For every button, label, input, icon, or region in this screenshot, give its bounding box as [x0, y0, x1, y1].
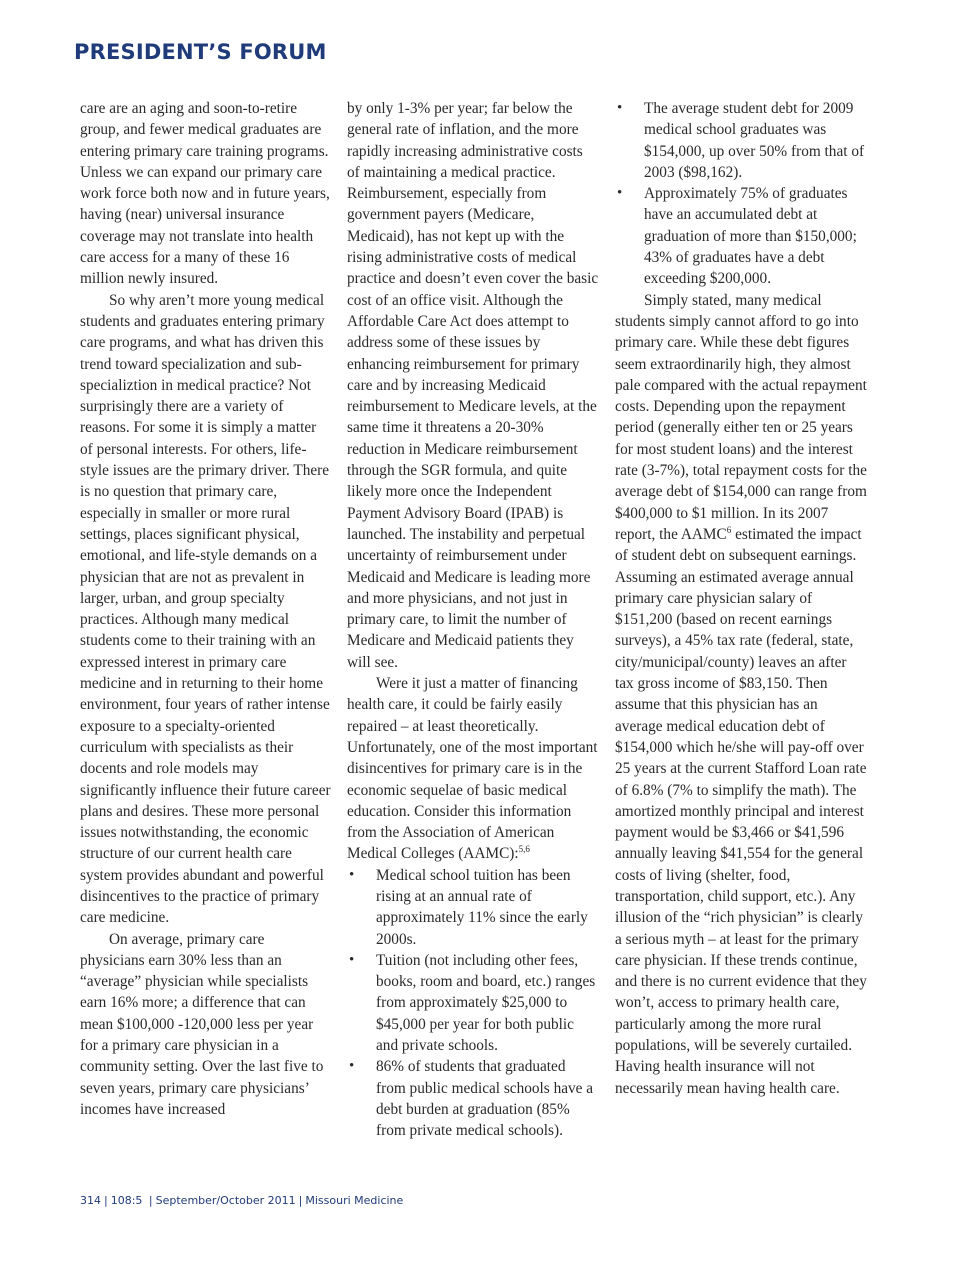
paragraph: So why aren’t more young medical students and graduates entering primary care programs, and what has driven this trend toward specialization and sub-specializtion in medical practice? Not surprisingly there are a variety of reasons. For some it is simply a matter of personal interests. For others, life-style issues are the primary driver. There is no question that primary care, especially in smaller or more rural settings, places significant physical, emotional, and life-style demands on a physician that are not as prevalent in larger, urban, and group specialty practices. Although many medical students come to their training with an expressed interest in primary care medicine and in returning to their home environment, four years of rather intense exposure to a specialty-oriented curriculum with specialists as their docents and role models may significantly influence their future career plans and desires. These more personal issues notwithstanding, the economic structure of our current health care system provides abundant and powerful disincentives to the practice of primary care medicine. [80, 291, 331, 927]
page-footer [80, 1194, 403, 1207]
list-item: • The average student debt for 2009 medical school graduates was $154,000, up over 50% from that of 2003 ($98,162). [615, 98, 867, 183]
paragraph: care are an aging and soon-to-retire group, and fewer medical graduates are entering primary care training programs. Unless we can expand our primary care work force both now and in future years, having (near) universal insurance coverage may not translate into health care access for a many of these 16 million newly insured. [80, 100, 330, 288]
paragraph-text: Simply stated, many medical students simply cannot afford to go into primary care. While these debt figures seem extraordinarily high, they almost pale compared with the actual repayment costs. Depending upon the repayment period (generally either ten or 25 years for most student loans) and the interest rate (3-7%), total repayment costs for the average debt of $154,000 can range from $400,000 to $1 million. In its 2007 report, the AAMC [615, 291, 867, 543]
list-item: • 86% of students that graduated from public medical schools have a debt burden at graduation (85% from private medical schools). [347, 1056, 599, 1141]
paragraph: On average, primary care physicians earn 30% less than an “average” physician while specialists earn 16% more; a difference that can mean $100,000 -120,000 less per year for a primary care physician in a community setting. Over the last five to seven years, primary care physicians’ incomes have increased [80, 930, 324, 1118]
paragraph: by only 1-3% per year; far below the general rate of inflation, and the more rapidly increasing administrative costs of maintaining a medical practice. Reimbursement, especially from government payers (Medicare, Medicaid), has not kept up with the rising administrative costs of medical practice and doesn’t even cover the basic cost of an office visit. Although the Affordable Care Act does attempt to address some of these issues by enhancing reimbursement for primary care and by increasing Medicaid reimbursement to Medicare levels, at the same time it threatens a 20-30% reduction in Medicare reimbursement through the SGR formula, and quite likely more once the Independent Payment Advisory Board (IPAB) is launched. The instability and perpetual uncertainty of reimbursement under Medicaid and Medicare is leading more and more physicians, and not just in primary care, to limit the number of Medicare and Medicaid patients they will see. [347, 100, 599, 671]
bullet-list [347, 865, 599, 1142]
separator: | [104, 1194, 108, 1207]
issue-date: September/October 2011 [155, 1194, 296, 1207]
text-column-2 [347, 98, 599, 1142]
list-item: • Approximately 75% of graduates have an accumulated debt at graduation of more than $150,000; 43% of graduates have a debt exceeding $200,000. [615, 183, 867, 289]
text-column-1 [80, 98, 332, 1120]
paragraph-text: estimated the impact of student debt on subsequent earnings. Assuming an estimated average annual primary care physician salary of $151,200 (based on recent earnings surveys), a 45% tax rate (federal, state, city/municipal/county) leaves an after tax gross income of $83,150. Then assume that this physician has an average medical education debt of $154,000 which he/she will pay-off over 25 years at the current Stafford Loan rate of 6.8% (7% to simplify the math). The amortized monthly principal and interest payment would be $3,466 or $41,596 annually leaving $41,554 for the general costs of living (shelter, food, transportation, child support, etc.). Any illusion of the “rich physician” is clearly a serious myth – at least for the primary care physician. If these trends continue, and there is no current evidence that they won’t, access to primary health care, particularly among the more rural populations, will be severely curtailed. Having health insurance will not necessarily mean having health care. [615, 525, 867, 1097]
section-title: PRESIDENT’S FORUM [74, 40, 327, 64]
volume-issue: 108:5 [110, 1194, 143, 1207]
separator: | [145, 1194, 153, 1207]
text-column-3 [615, 98, 867, 1099]
paragraph [615, 290, 867, 1099]
list-item: • Tuition (not including other fees, books, room and board, etc.) ranges from approximately $25,000 to $45,000 per year for both public and private schools. [347, 950, 599, 1056]
list-item: • Medical school tuition has been rising at an annual rate of approximately 11% since the early 2000s. [347, 865, 599, 950]
citation-superscript: 6 [726, 524, 732, 535]
separator: | [298, 1194, 303, 1207]
citation-superscript: 5,6 [518, 844, 530, 855]
bullet-list [615, 98, 867, 290]
paragraph [347, 673, 599, 865]
paragraph-text: Were it just a matter of financing health care, it could be fairly easily repaired – at least theoretically. Unfortunately, one of the most important disincentives for primary care is in the economic sequelae of basic medical education. Consider this information from the Association of American Medical Colleges (AAMC): [347, 675, 598, 863]
page-number: 314 [80, 1194, 101, 1207]
journal-name: Missouri Medicine [305, 1194, 404, 1207]
